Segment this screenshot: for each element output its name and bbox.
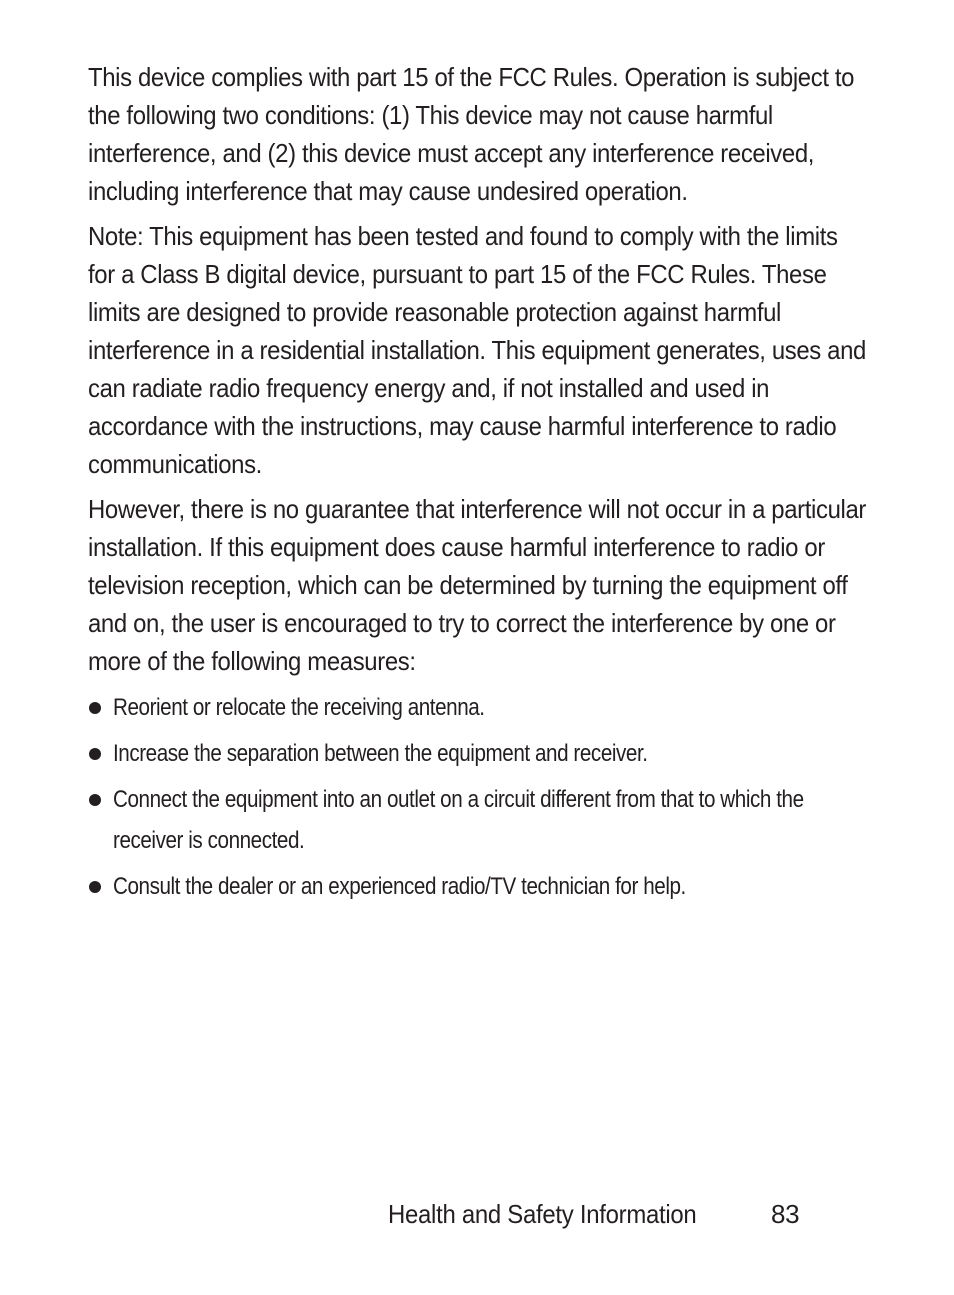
bullet-icon [89, 881, 101, 893]
list-item [88, 733, 868, 774]
page-content [88, 58, 868, 912]
list-item [88, 687, 868, 728]
fcc-compliance-paragraph: This device complies with part 15 of the FCC Rules. Operation is subject to the following two conditions: (1) This device may not cause harmful interference, and (2) this device must accept any interference received, including interference that may cause undesired operation. [88, 62, 855, 206]
bullet-icon [89, 702, 101, 714]
bullet-icon [89, 748, 101, 760]
list-item-text: Consult the dealer or an experienced radio/TV technician for help. [113, 873, 686, 900]
list-item-text: Reorient or relocate the receiving antenna. [113, 694, 485, 721]
page-footer [388, 1196, 800, 1232]
list-item [88, 866, 868, 907]
list-item [88, 779, 868, 861]
footer-section-title: Health and Safety Information [388, 1199, 697, 1229]
list-item-text: Increase the separation between the equipment and receiver. [113, 740, 648, 767]
class-b-note-paragraph: Note: This equipment has been tested and found to comply with the limits for a Class B digital device, pursuant to part 15 of the FCC Rules. These limits are designed to provide reasonable protection against harmful interference in a residential installation. This equipment generates, uses and can radiate radio frequency energy and, if not installed and used in accordance with the instructions, may cause harmful interference to radio communications. [88, 221, 866, 479]
bullet-icon [89, 794, 101, 806]
interference-guarantee-paragraph: However, there is no guarantee that interference will not occur in a particular installation. If this equipment does cause harmful interference to radio or television reception, which can be determined by turning the equipment off and on, the user is encouraged to try to correct the interference by one or more of the following measures: [88, 494, 867, 676]
measures-list [88, 687, 868, 907]
list-item-text: Connect the equipment into an outlet on a circuit different from that to which the receiver is connected. [113, 786, 804, 854]
page-number: 83 [771, 1199, 800, 1229]
